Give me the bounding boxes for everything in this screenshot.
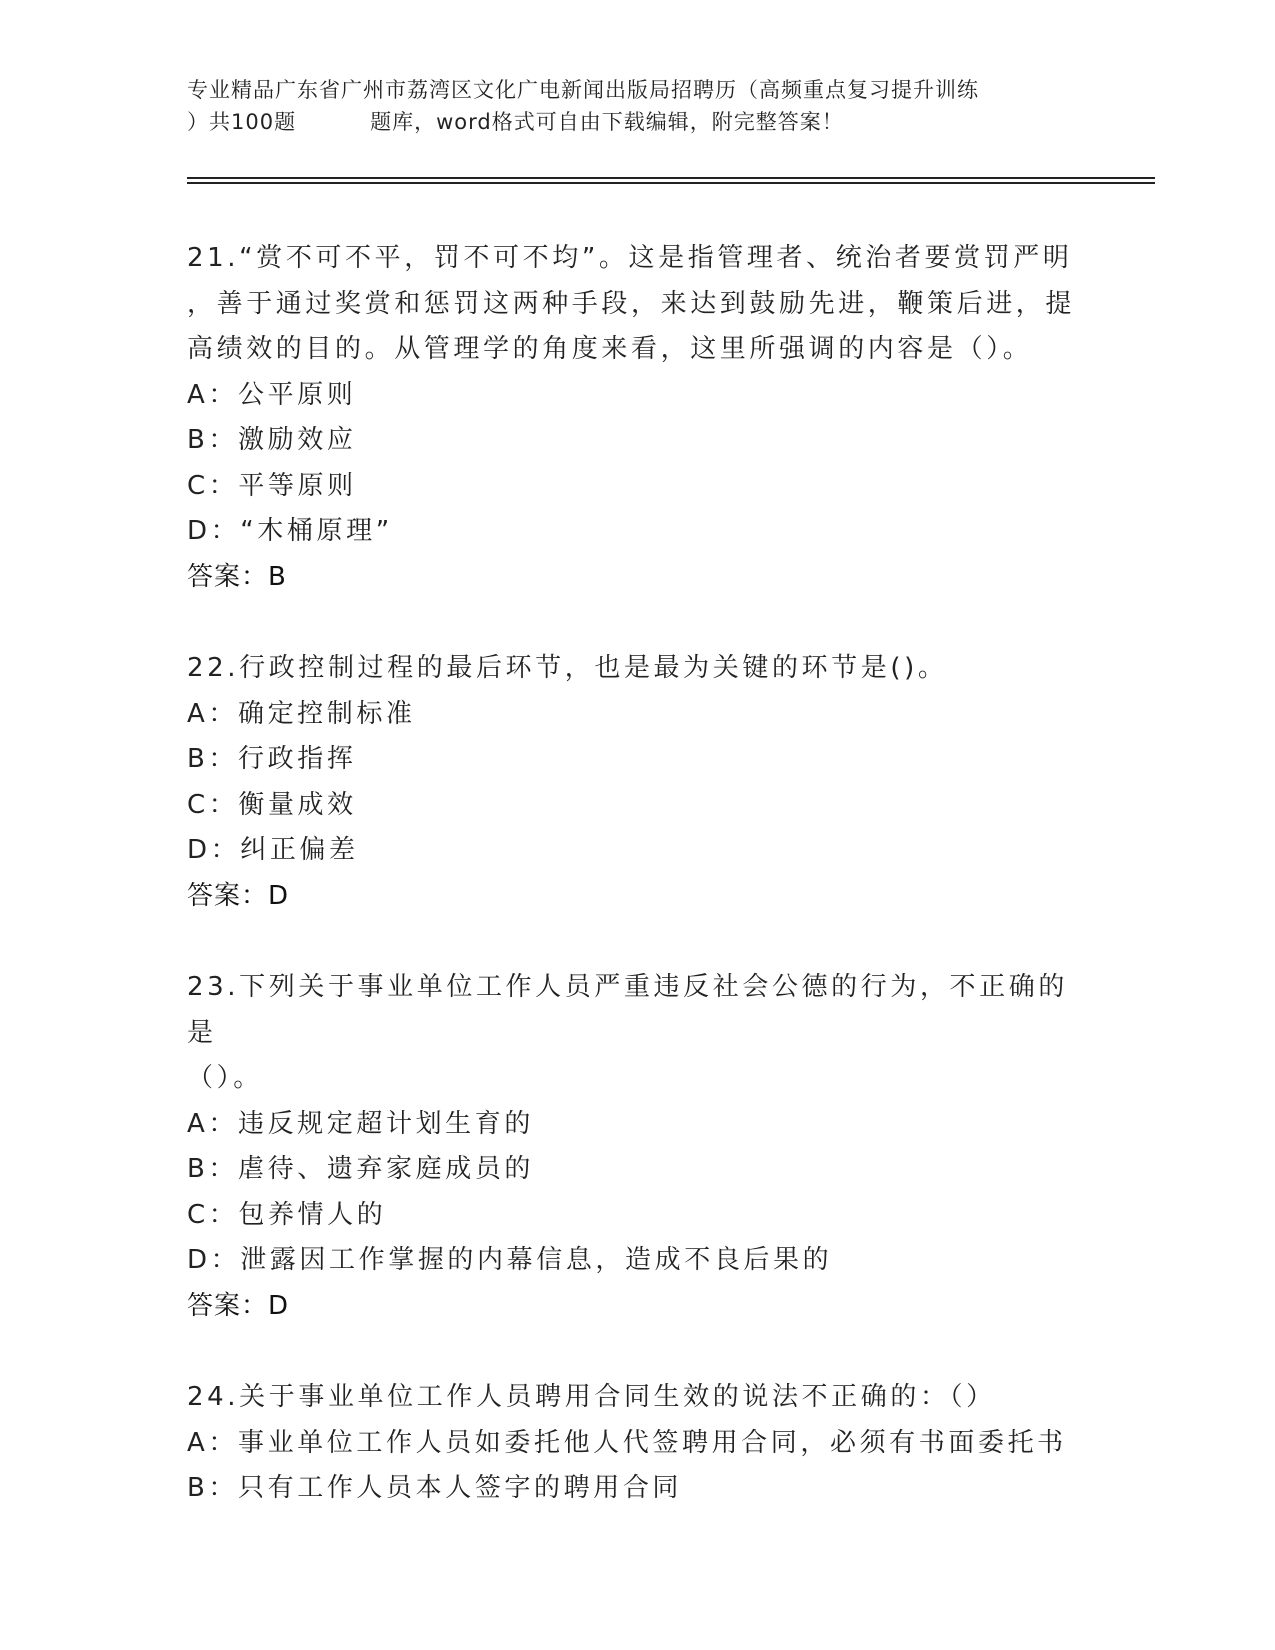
option-c: C：衡量成效: [187, 789, 357, 820]
stem-line: 22.行政控制过程的最后环节，也是最为关键的环节是()。: [187, 653, 948, 683]
stem-line: 高绩效的目的。从管理学的角度来看，这里所强调的内容是（）。: [187, 334, 1033, 364]
question-list: [187, 236, 1087, 1558]
stem-line: 21.“赏不可不平，罚不可不均”。这是指管理者、统治者要赏罚严明: [187, 243, 1073, 273]
answer: 答案：D: [187, 1290, 290, 1321]
header-divider-top: [187, 177, 1155, 179]
answer: 答案：D: [187, 880, 290, 911]
question-23: [187, 965, 1087, 1329]
header-line-2-part-2: 题库，word格式可自由下载编辑，附完整答案！: [370, 110, 844, 134]
answer: 答案：B: [187, 561, 287, 592]
option-a: A：事业单位工作人员如委托他人代签聘用合同，必须有书面委托书: [187, 1427, 1067, 1458]
question-stem: [187, 646, 1087, 692]
header-line-2: [187, 106, 1087, 138]
option-a: A：确定控制标准: [187, 698, 416, 729]
question-stem: [187, 965, 1087, 1102]
stem-line: 23.下列关于事业单位工作人员严重违反社会公德的行为，不正确的是: [187, 972, 1068, 1048]
option-a: A：公平原则: [187, 379, 357, 410]
question-24: [187, 1375, 1087, 1512]
stem-line: ，善于通过奖赏和惩罚这两种手段，来达到鼓励先进，鞭策后进，提: [187, 288, 1076, 319]
question-21: [187, 236, 1087, 600]
header-divider-bottom: [187, 182, 1155, 184]
option-d: D：纠正偏差: [187, 835, 359, 865]
option-d: D：“木桶原理”: [187, 516, 393, 546]
option-b: B：行政指挥: [187, 744, 357, 774]
option-a: A：违反规定超计划生育的: [187, 1108, 534, 1139]
question-22: [187, 646, 1087, 919]
stem-line: （）。: [187, 1063, 263, 1093]
option-c: C：平等原则: [187, 470, 357, 501]
question-stem: [187, 236, 1087, 373]
question-stem: [187, 1375, 1087, 1421]
option-b: B：虐待、遗弃家庭成员的: [187, 1154, 535, 1184]
option-b: B：激励效应: [187, 425, 357, 455]
header-line-1: 专业精品广东省广州市荔湾区文化广电新闻出版局招聘历（高频重点复习提升训练: [187, 78, 979, 102]
document-header: [187, 74, 1087, 138]
option-b: B：只有工作人员本人签字的聘用合同: [187, 1473, 683, 1503]
option-c: C：包养情人的: [187, 1199, 387, 1230]
stem-line: 24.关于事业单位工作人员聘用合同生效的说法不正确的：（）: [187, 1382, 996, 1412]
option-d: D：泄露因工作掌握的内幕信息，造成不良后果的: [187, 1245, 833, 1275]
header-line-2-part-1: ）共100题: [187, 110, 297, 134]
